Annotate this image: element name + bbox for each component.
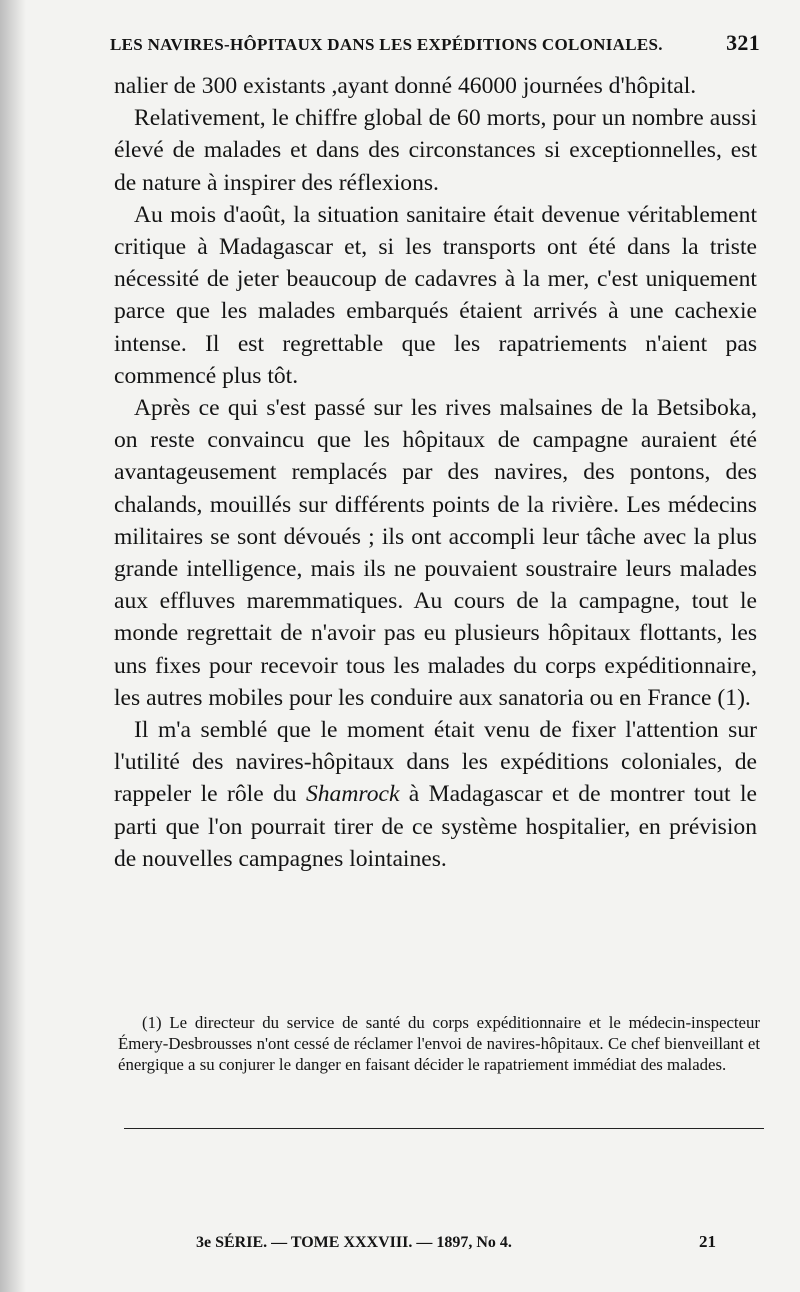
ship-name: Shamrock <box>305 781 400 808</box>
binding-shadow <box>0 0 26 1292</box>
paragraph-5-end: à Madagascar et de montrer tout le parti que l'on pourrait tirer de ce système hospitalier, en prévision de nouvelles campagnes lointaines. <box>114 781 757 872</box>
paragraph-4: Après ce qui s'est passé sur les rives malsaines de la Betsiboka, on reste convaincu que les hôpitaux de campagne auraient été avantageusement remplacés par des navires, des pontons, des chalands, mouillés sur différents points de la rivière. Les médecins militaires se sont dévoués ; ils ont accompli leur tâche avec la plus grande intelligence, mais ils ne pouvaient soustraire leurs malades aux effluves maremmatiques. Au cours de la campagne, tout le monde regrettait de n'avoir pas eu plusieurs hôpitaux flottants, les uns fixes pour recevoir tous les malades du corps expéditionnaire, les autres mobiles pour les conduire aux sanatoria ou en France (1). <box>114 395 757 711</box>
paragraph-3: Au mois d'août, la situation sanitaire était devenue véritablement critique à Madagascar et, si les transports ont été dans la triste nécessité de jeter beaucoup de cadavres à la mer, c'est uniquement parce que les malades embarqués étaient arrivés à une cachexie intense. Il est regrettable que les rapatriements n'aient pas commencé plus tôt. <box>114 201 757 389</box>
series-line: 3e SÉRIE. — TOME XXXVIII. — 1897, No 4. <box>196 1234 512 1251</box>
running-title: LES NAVIRES-HÔPITAUX DANS LES EXPÉDITIONS COLONIALES. <box>110 35 663 54</box>
footer-rule <box>124 1128 764 1129</box>
footnote-text: (1) Le directeur du service de santé du corps expéditionnaire et le médecin-inspecteur Émery-Desbrousses n'ont cessé de réclamer l'envoi de navires-hôpitaux. Ce chef bienveillant et énergique a su conjurer le danger en faisant décider le rapatriement immédiat des malades. <box>118 1013 760 1074</box>
page-number: 321 <box>726 30 760 55</box>
paragraph-5-start: Il m'a semblé que le moment était venu de fixer l'attention sur l'utilité des navires-hôpitaux dans les expéditions coloniales, de rappeler le rôle du <box>114 717 757 808</box>
paragraph-1: nalier de 300 existants ,ayant donné 46000 journées d'hôpital. <box>114 73 697 99</box>
running-header <box>110 30 760 56</box>
signature-line <box>196 1232 716 1252</box>
footnote <box>118 1012 760 1075</box>
signature-number: 21 <box>699 1232 716 1251</box>
main-text <box>114 70 757 875</box>
paragraph-2: Relativement, le chiffre global de 60 morts, pour un nombre aussi élevé de malades et dans des circonstances si exceptionnelles, est de nature à inspirer des réflexions. <box>114 105 757 196</box>
paragraph-5 <box>114 714 757 875</box>
